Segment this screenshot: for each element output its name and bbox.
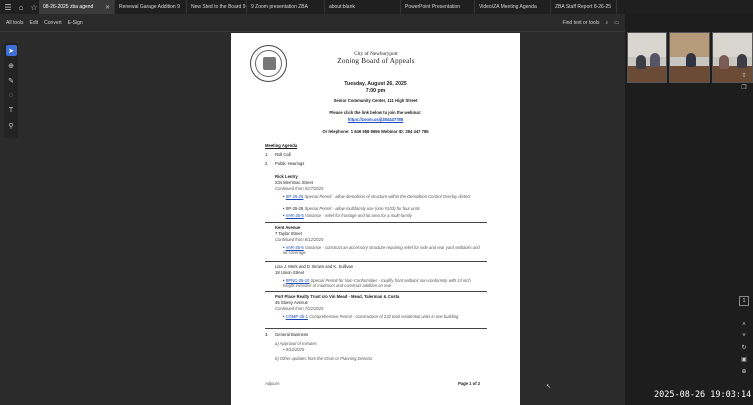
tab-0[interactable] — [39, 0, 115, 14]
case-link[interactable]: SPNC-25-10 — [285, 278, 310, 283]
tab-label: 08-26-2025 zba agend — [43, 4, 94, 10]
panel-icon[interactable]: ▭ — [614, 19, 619, 26]
case-desc: Variance - construct an accessory structure requiring relief for side and rear yard setbacks and lot coverage — [283, 245, 480, 256]
tab-label: New Sted to the Board 9 — [191, 4, 246, 10]
share-icon[interactable]: ⇪ — [741, 73, 747, 79]
hearing-title: Lisa J. Merk and D. Brown and K. Sullivan — [275, 264, 354, 269]
viewer-toolbar — [0, 14, 625, 32]
tab-label: Renewal Garage Addition 9 — [119, 4, 180, 10]
phone-line: Or telephone: 1 646 558 8656 Webinar ID: 284 447 785 — [322, 129, 429, 134]
business-sub-b: b) Other updates from the Chair or Planning Director — [275, 356, 373, 361]
pen-icon[interactable]: ✎ — [8, 77, 14, 85]
agenda-item: General Business — [275, 332, 309, 337]
menu-convert[interactable]: Convert — [44, 19, 62, 26]
hearing-title: Kent Avenue — [275, 225, 301, 230]
hearing-address: 234 Merrimac Street — [275, 180, 313, 185]
hearing-address: 7 Taylor Street — [275, 231, 302, 236]
footer-left: Adjourn — [265, 381, 280, 386]
tab-label: 9 Zoom presentation ZBA — [251, 4, 308, 10]
hearing-continued: Continued from 5/27/2025 — [275, 186, 324, 191]
case-desc: Variance - relief for frontage and lot area for a multi-family — [304, 213, 412, 218]
business-sub-a: a) Approval of minutes — [275, 341, 317, 346]
zoom-icon[interactable]: ⊕ — [8, 62, 14, 70]
tab-3[interactable] — [247, 0, 325, 14]
mouse-cursor-icon: ↖ — [546, 384, 552, 390]
hearing-title: Port Place Realty Trust c/o Vin Mead - Mead, Talerman & Costa — [275, 294, 400, 299]
search-icon[interactable]: ⌕ — [605, 19, 609, 26]
meeting-date: Tuesday, August 26, 2025 — [344, 81, 407, 87]
case-desc: Special Permit - allow multifamily use (Use #103) for four units — [304, 206, 420, 211]
hearing-entry: • COMP-25-1 Comprehensive Permit - construction of 232 total residential units in one building — [283, 314, 459, 319]
board-name: Zoning Board of Appeals — [337, 57, 415, 65]
copy-icon[interactable]: ❐ — [741, 85, 747, 91]
agenda-item-num: 1. — [265, 152, 269, 157]
webinar-link[interactable]: https://zoom.us/j/284447785 — [347, 117, 404, 122]
meeting-location: Senior Community Center, 111 High Street — [333, 98, 418, 103]
case-desc: Comprehensive Permit - construction of 232 total residential units in one building — [309, 314, 459, 319]
tab-2[interactable] — [187, 0, 247, 14]
agenda-item: Roll Call — [275, 152, 291, 157]
city-seal-logo — [250, 45, 287, 82]
close-icon[interactable]: ✕ — [104, 4, 110, 11]
select-cursor-icon[interactable]: ➤ — [6, 45, 17, 56]
agenda-item: Public Hearings — [275, 161, 305, 166]
case-code: SP-25-26 — [285, 206, 304, 211]
chevron-up-icon[interactable]: ˄ — [742, 322, 746, 328]
divider — [265, 328, 487, 329]
stamp-icon[interactable]: ⚲ — [8, 122, 14, 130]
tab-label: Video/ZA Meeting Agenda — [479, 4, 537, 10]
hearing-address: 45 Storey Avenue — [275, 300, 308, 305]
comment-icon[interactable]: ◌ — [8, 92, 14, 99]
case-desc: Special Permit for Non-Conformities - modify front setback non-conformity with 24 inch height increase of mudroom and construct addition on rear — [283, 278, 471, 289]
text-box-icon[interactable]: T — [8, 107, 14, 114]
star-icon[interactable]: ☆ — [30, 2, 38, 12]
video-timestamp: 2025-08-26 19:03:14 — [654, 390, 752, 400]
hearing-entry: • VAR-25-6 Variance - construct an accessory structure requiring relief for side and rear yard setbacks and lot coverage — [283, 245, 480, 256]
agenda-item-num: 2. — [265, 161, 269, 166]
hearing-entry: • VAR-25-5 Variance - relief for frontage and lot area for a multi-family — [283, 213, 412, 218]
tab-5[interactable] — [401, 0, 475, 14]
tab-1[interactable] — [115, 0, 187, 14]
case-link[interactable]: COMP-25-1 — [285, 314, 308, 319]
browser-tab-bar — [0, 0, 753, 14]
tab-6[interactable] — [475, 0, 551, 14]
sub-item: Approval of minutes — [279, 341, 317, 346]
case-link[interactable]: SP-25-25 — [285, 194, 304, 199]
chevron-down-icon[interactable]: ˅ — [742, 333, 746, 339]
hearing-entry: • SP-25-26 Special Permit - allow multifamily use (Use #103) for four units — [283, 206, 420, 211]
tab-label: about:blank — [329, 4, 355, 10]
hearing-title: Rick Lentry — [275, 174, 298, 179]
divider — [265, 291, 487, 292]
camera-feed-2 — [669, 32, 710, 83]
tab-label: PowerPoint Presentation — [405, 4, 461, 10]
refresh-icon[interactable]: ↻ — [741, 345, 747, 351]
case-link[interactable]: VAR-25-5 — [285, 213, 304, 218]
zoom-in-icon[interactable]: ⊕ — [741, 369, 747, 375]
left-tool-rail — [4, 43, 18, 138]
hearing-continued: Continued from 7/22/2025 — [275, 306, 324, 311]
page-nav-rail — [739, 322, 749, 375]
webinar-prompt: Please click the link below to join the webinar: — [329, 110, 422, 115]
save-icon[interactable]: ▣ — [741, 357, 747, 363]
divider — [265, 261, 487, 262]
tab-label: ZBA Staff Report 8-26-25 — [555, 4, 612, 10]
tab-7[interactable] — [551, 0, 617, 14]
menu-edit[interactable]: Edit — [29, 19, 39, 26]
camera-feed-1 — [627, 32, 667, 83]
business-sub-a-bullet: • 8/12/2025 — [283, 347, 305, 352]
right-tool-rail — [739, 72, 749, 91]
hearing-address: 18 Union Street — [275, 270, 305, 275]
sub-bullet: 8/12/2025 — [285, 347, 305, 352]
case-link[interactable]: VAR-25-6 — [285, 245, 304, 250]
right-panel — [625, 14, 753, 405]
page-number-box[interactable]: 1 — [739, 296, 749, 306]
divider — [265, 222, 487, 223]
menu-esign[interactable]: E-Sign — [67, 19, 83, 26]
hearing-entry: • SPNC-25-10 Special Permit for Non-Conformities - modify front setback non-conformity with 24 inch height increase of mudroom and construct addition on rear — [283, 278, 471, 289]
sub-item: Other updates from the Chair or Planning Director — [279, 356, 373, 361]
pdf-page — [231, 33, 520, 405]
home-icon[interactable]: ⌂ — [18, 2, 24, 12]
hearing-entry: • SP-25-25 Special Permit - allow demolition of structure within the Demolition Control Overlay district — [283, 194, 471, 199]
case-desc: Special Permit - allow demolition of structure within the Demolition Control Overlay district — [304, 194, 471, 199]
menu-all-tools[interactable]: All tools — [6, 19, 24, 26]
hearing-continued: Continued from 8/12/2025 — [275, 237, 324, 242]
city-name: City of Newburyport — [354, 51, 398, 57]
agenda-item-num: 3. — [265, 332, 269, 337]
find-text-button[interactable]: Find text or tools — [562, 19, 600, 26]
footer-page: Page 1 of 2 — [458, 381, 481, 386]
menu-icon[interactable]: ☰ — [4, 2, 12, 12]
meeting-time: 7:00 pm — [365, 88, 386, 94]
tab-4[interactable] — [325, 0, 401, 14]
agenda-heading: Meeting Agenda — [265, 143, 298, 148]
